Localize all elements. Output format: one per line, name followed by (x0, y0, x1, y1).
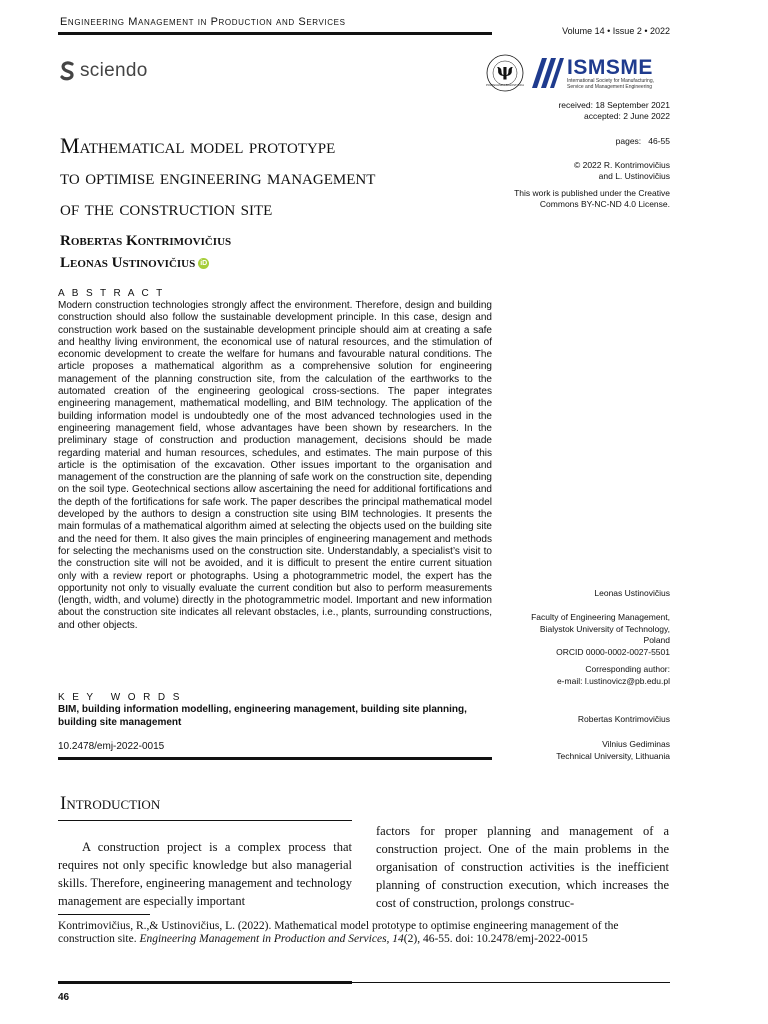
affiliation-2-line: Technical University, Lithuania (556, 750, 670, 761)
ismsme-wordmark: ISMSME (567, 55, 653, 79)
sciendo-logo (60, 60, 148, 82)
sciendo-wordmark: sciendo (80, 60, 148, 81)
citation (58, 920, 670, 946)
seal-ring-text: POLITECHNIKA BIAŁOSTOCKA (486, 84, 524, 87)
doi[interactable]: 10.2478/emj-2022-0015 (58, 741, 165, 752)
abstract-text: Modern construction technologies strongly affect the environment. Therefore, design and building construction should also follow the sustainable development principle. In this case, design and construction work based on the sustainable development principle should aim at creating a safe and healthy living environment, the economical use of natural resources, and the stimulation of economic development to create the welfare for humans and favourable natural conditions. The article proposes a mathematical algorithm as a comprehensive solution for engineering management of the planning construction site, from the calculation of the earthworks to the automated creation of the engineering geological cross-sections. The paper integrates engineering management, mathematical modelling, and BIM technology. The application of the building information model is undoubtedly one of the most advanced technologies used in the engineering management field, whose advantages have been shown by researchers. In the preliminary stage of construction and production management, decisions should be made regarding material and human resources, schedules, and estimates. The main purpose of this article is the optimisation of the excavation. Other issues important to the organisation and management of the construction are the planning of safe work on the construction site, depending on the soil type. Geotechnical sections allow ascertaining the need for additional fortifications and the depth of the fortifications for safe work. The paper describes the principal mathematical model developed by the authors to design a construction site using BIM technologies. It presents the main formulas of a mathematical algorithm aimed at selecting the objects used on the building site and the need for them. It also gives the main principles of engineering management and methods for selecting the mechanisms used on the construction site. Understandably, a specialist’s visit to the construction site will not be avoided, and it is difficult to present the entire current situation only with a review report or photographs. Using a photogrammetric model, the expert has the opportunity not only to visually evaluate the current condition but also to perform measurements (length, width, and volume) directly in the photogrammetric model. Important and new information about the construction site indicates all relevant obstacles, i.e., plants, surrounding constructions, and other objects. (58, 300, 492, 631)
copyright-line-2: and L. Ustinovičius (598, 171, 670, 181)
journal-title: Engineering Management in Production and Services (60, 16, 346, 28)
title-line-2: to optimise engineering management (60, 164, 376, 189)
corresponding-author (557, 664, 670, 687)
footer-rule-thick (58, 981, 352, 984)
seal-letters: ψ (496, 60, 514, 81)
affiliation-1-line: Faculty of Engineering Management, (531, 612, 670, 622)
author-2-row (60, 252, 231, 274)
citation-authors-title: Kontrimovičius, R.,& Ustinovičius, L. (2022). Mathematical model prototype to optimise engineering management of the construction site. (58, 920, 619, 945)
affiliation-1-line: Bialystok University of Technology, (539, 623, 670, 634)
page-range: pages: 46-55 (615, 136, 670, 146)
body-column-1: A construction project is a complex process that requires not only specific knowledge but also managerial skills. Therefore, engineering management and technology management are especially important (58, 840, 352, 908)
orcid-id[interactable]: ORCID 0000-0002-0027-5501 (556, 646, 670, 657)
volume-issue: Volume 14 • Issue 2 • 2022 (562, 26, 670, 36)
author-2: Leonas Ustinovičius (60, 255, 196, 271)
page-number: 46 (58, 992, 70, 1003)
submission-dates (558, 100, 670, 122)
affiliation-2-name: Robertas Kontrimovičius (577, 714, 670, 724)
abstract-heading: A B S T R A C T (58, 288, 165, 299)
article-title (60, 130, 500, 223)
affiliation-1-name: Leonas Ustinovičius (594, 588, 670, 598)
affiliation-2-line: Vilnius Gediminas (602, 739, 670, 749)
citation-journal: Engineering Management in Production and Services, 14 (139, 933, 404, 945)
section-heading-introduction: Introduction (60, 793, 161, 814)
ismsme-logo (532, 57, 654, 90)
ismsme-text-block (567, 57, 654, 90)
abstract-bottom-rule (58, 757, 492, 760)
affiliation-2 (556, 739, 670, 762)
accepted-date: accepted: 2 June 2022 (583, 111, 670, 121)
affiliation-1-line: Poland (643, 635, 670, 646)
author-list (60, 230, 231, 274)
intro-rule (58, 820, 352, 821)
received-date: received: 18 September 2021 (558, 100, 670, 110)
affiliation-1 (531, 612, 670, 658)
university-seal (486, 54, 524, 92)
ismsme-subtitle-1: International Society for Manufacturing, (567, 77, 654, 84)
orcid-icon[interactable]: iD (200, 260, 208, 267)
keywords-heading: K E Y W O R D S (58, 692, 182, 703)
ismsme-mark-icon (532, 58, 564, 88)
corresponding-email[interactable]: e-mail: l.ustinovicz@pb.edu.pl (556, 675, 670, 686)
author-1: Robertas Kontrimovičius (60, 233, 232, 249)
header-rule (58, 32, 492, 35)
footnote-rule (58, 914, 150, 915)
partner-logos (486, 54, 654, 92)
copyright (574, 160, 670, 182)
sciendo-mark-icon (60, 61, 76, 81)
citation-rest: (2), 46-55. doi: 10.2478/emj-2022-0015 (403, 933, 588, 945)
license-note: This work is published under the Creative Commons BY-NC-ND 4.0 License. (514, 188, 670, 209)
title-line-3: of the construction site (60, 195, 273, 220)
corresponding-label: Corresponding author: (585, 664, 670, 674)
copyright-line-1: © 2022 R. Kontrimovičius (573, 160, 670, 170)
title-line-1: Mathematical model prototype (60, 133, 336, 158)
footer-rule-thin (352, 982, 670, 983)
body-column-2: factors for proper planning and management of a construction project. One of the main problems in the organisation of construction activities is the inefficient planning of construction execution, which increases the cost of construction, prolongs construc- (376, 824, 669, 910)
keywords-text: BIM, building information modelling, engineering management, building site planning, building site management (58, 704, 467, 728)
ismsme-subtitle-2: Service and Management Engineering (567, 83, 653, 90)
